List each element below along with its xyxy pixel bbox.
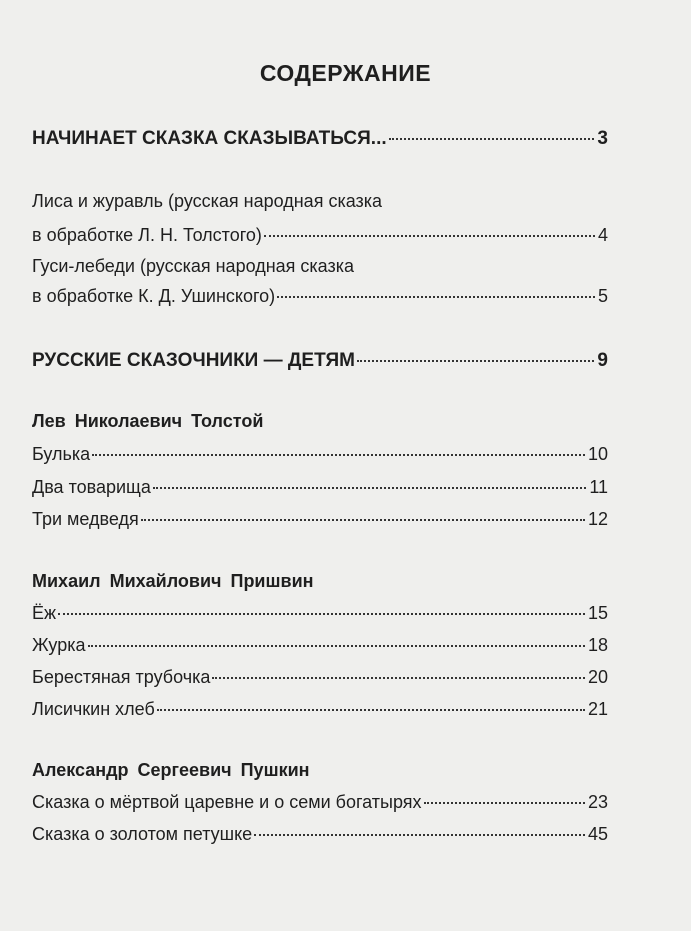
entry-title: Берестяная трубочка xyxy=(32,667,211,687)
author-name: Михаил Михайлович Пришвин xyxy=(32,571,314,591)
toc-entry xyxy=(32,508,608,530)
toc-entry xyxy=(32,476,608,498)
entry-title: в обработке К. Д. Ушинского) xyxy=(32,286,276,306)
page-number: 10 xyxy=(587,444,608,464)
leader-dots xyxy=(357,360,594,362)
toc-section-2 xyxy=(32,350,608,372)
page-number: 9 xyxy=(597,350,608,371)
author-name: Александр Сергеевич Пушкин xyxy=(32,760,310,780)
toc-entry xyxy=(32,823,608,845)
entry-title: Три медведя xyxy=(32,509,139,529)
entry-title: Сказка о золотом петушке xyxy=(32,824,253,844)
toc-entry xyxy=(32,698,608,720)
page-number: 15 xyxy=(587,603,608,623)
toc-entry xyxy=(32,224,608,246)
page-number: 3 xyxy=(597,128,608,149)
leader-dots xyxy=(264,235,595,237)
page-number: 20 xyxy=(587,667,608,687)
leader-dots xyxy=(58,613,585,615)
page-number: 18 xyxy=(587,635,608,655)
author-name: Лев Николаевич Толстой xyxy=(32,411,264,431)
toc-entry xyxy=(32,602,608,624)
toc-entry xyxy=(32,634,608,656)
leader-dots xyxy=(389,138,595,140)
toc-entry xyxy=(32,443,608,465)
page-number: 21 xyxy=(587,699,608,719)
page-number: 5 xyxy=(597,286,608,306)
toc-entry xyxy=(32,285,608,307)
entry-title: Сказка о мёртвой царевне и о семи богатырях xyxy=(32,792,422,812)
page-number: 23 xyxy=(587,792,608,812)
entry-title: Булька xyxy=(32,444,91,464)
toc-section-1 xyxy=(32,128,608,150)
entry-title: Журка xyxy=(32,635,86,655)
leader-dots xyxy=(153,487,586,489)
entry-title: Ёж xyxy=(32,603,57,623)
page-title: СОДЕРЖАНИЕ xyxy=(259,60,432,86)
section-label: НАЧИНАЕТ СКАЗКА СКАЗЫВАТЬСЯ... xyxy=(32,128,387,149)
leader-dots xyxy=(157,709,585,711)
toc-entry xyxy=(32,791,608,813)
entry-title: Два товарища xyxy=(32,477,151,497)
toc-entry-line: Лиса и журавль (русская народная сказка xyxy=(32,191,383,211)
leader-dots xyxy=(424,802,585,804)
page-number: 12 xyxy=(587,509,608,529)
entry-title: в обработке Л. Н. Толстого) xyxy=(32,225,262,245)
leader-dots xyxy=(254,834,585,836)
toc-entry xyxy=(32,666,608,688)
toc-entry-line: Гуси-лебеди (русская народная сказка xyxy=(32,256,355,276)
leader-dots xyxy=(277,296,595,298)
page-number: 11 xyxy=(589,477,608,497)
section-label: РУССКИЕ СКАЗОЧНИКИ — ДЕТЯМ xyxy=(32,350,355,371)
page-number: 45 xyxy=(587,824,608,844)
entry-title: Лисичкин хлеб xyxy=(32,699,155,719)
leader-dots xyxy=(212,677,585,679)
leader-dots xyxy=(92,454,585,456)
page-number: 4 xyxy=(597,225,608,245)
leader-dots xyxy=(88,645,585,647)
leader-dots xyxy=(141,519,585,521)
